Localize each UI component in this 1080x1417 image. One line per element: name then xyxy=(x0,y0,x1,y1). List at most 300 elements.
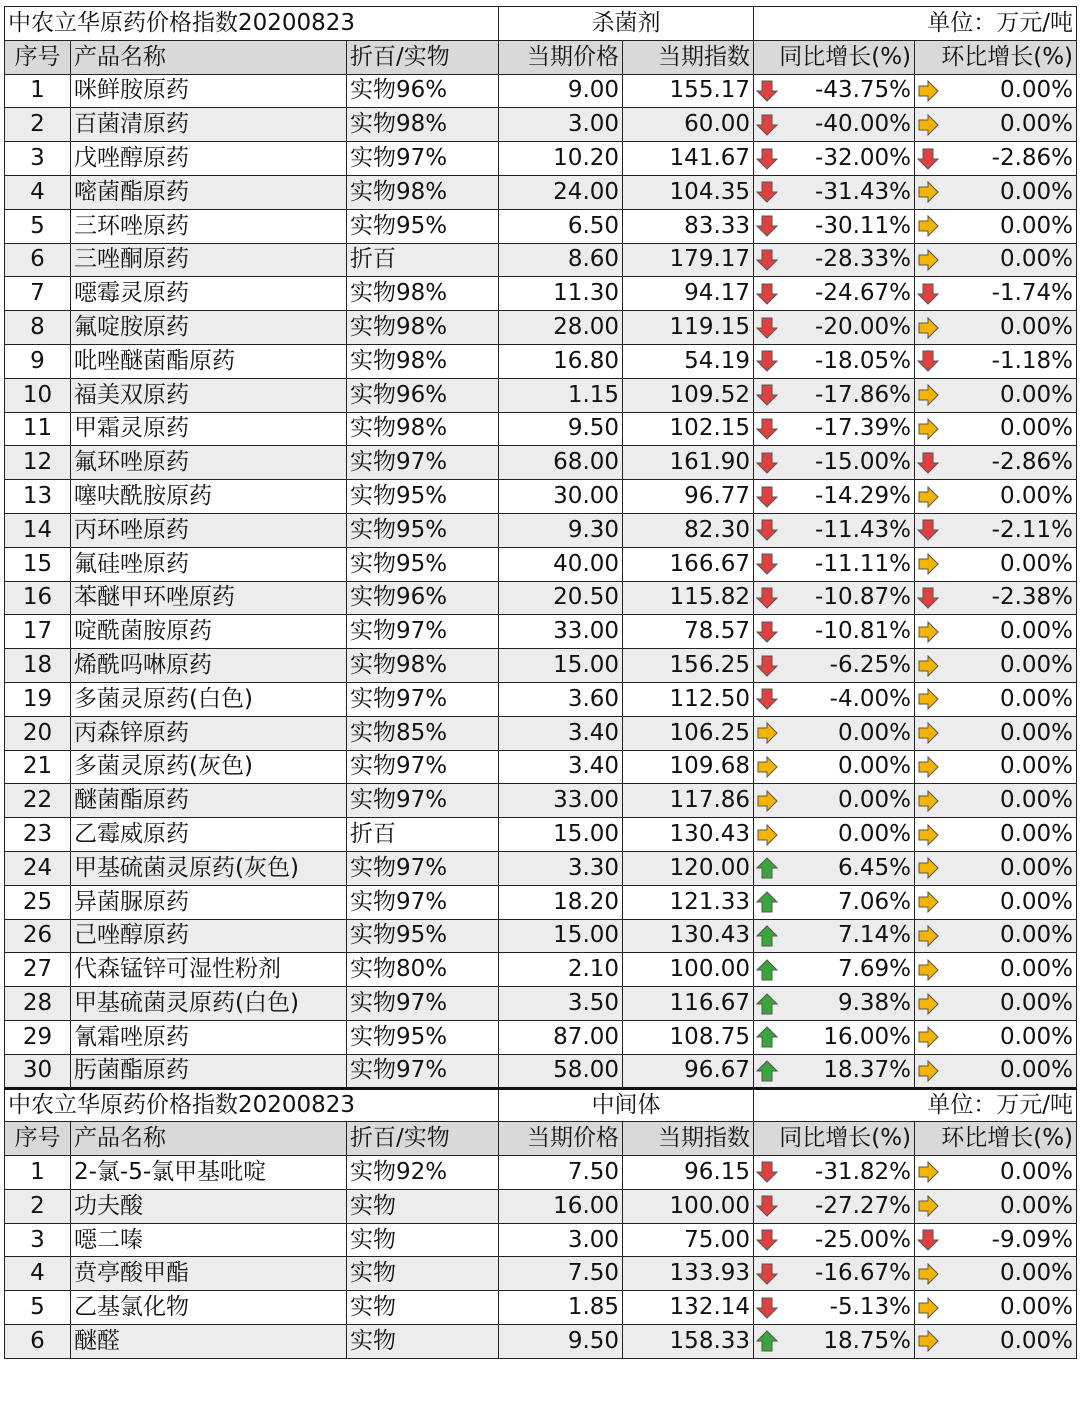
row-number: 16 xyxy=(5,581,71,615)
table-row xyxy=(5,277,1077,311)
row-number: 4 xyxy=(5,175,71,209)
row-number: 14 xyxy=(5,513,71,547)
current-price: 9.50 xyxy=(499,412,623,446)
yellow-right-arrow-icon xyxy=(917,1025,939,1049)
product-name: 多菌灵原药(灰色) xyxy=(71,750,347,784)
product-spec: 实物98% xyxy=(347,277,499,311)
current-index: 116.67 xyxy=(623,987,754,1021)
red-down-arrow-icon xyxy=(917,282,939,306)
mom-growth xyxy=(915,953,1077,987)
current-index: 121.33 xyxy=(623,885,754,919)
price-index-table xyxy=(4,6,1077,1359)
product-name: 福美双原药 xyxy=(71,378,347,412)
mom-growth xyxy=(915,1020,1077,1054)
red-down-arrow-icon xyxy=(756,214,778,238)
current-price: 24.00 xyxy=(499,175,623,209)
yellow-right-arrow-icon xyxy=(917,248,939,272)
yoy-growth-value: -14.29% xyxy=(815,483,912,510)
yoy-growth xyxy=(754,1257,915,1291)
current-price: 18.20 xyxy=(499,885,623,919)
table-row xyxy=(5,74,1077,108)
mom-growth xyxy=(915,311,1077,345)
table-unit: 单位：万元/吨 xyxy=(754,1088,1077,1122)
row-number: 21 xyxy=(5,750,71,784)
column-header: 环比增长(%) xyxy=(915,1122,1077,1156)
product-spec: 实物 xyxy=(347,1223,499,1257)
current-price: 8.60 xyxy=(499,243,623,277)
yoy-growth xyxy=(754,818,915,852)
product-spec: 实物95% xyxy=(347,919,499,953)
mom-growth-value: 0.00% xyxy=(999,821,1074,848)
current-price: 15.00 xyxy=(499,818,623,852)
row-number: 13 xyxy=(5,480,71,514)
current-index: 166.67 xyxy=(623,547,754,581)
mom-growth xyxy=(915,108,1077,142)
yoy-growth-value: -11.11% xyxy=(815,550,912,577)
product-name: 乙霉威原药 xyxy=(71,818,347,852)
yoy-growth xyxy=(754,1189,915,1223)
column-header: 序号 xyxy=(5,40,71,74)
product-spec: 实物97% xyxy=(347,851,499,885)
green-up-arrow-icon xyxy=(756,890,778,914)
yoy-growth-value: -10.81% xyxy=(815,618,912,645)
mom-growth-value: 0.00% xyxy=(999,854,1074,881)
yellow-right-arrow-icon xyxy=(917,1262,939,1286)
red-down-arrow-icon xyxy=(756,383,778,407)
row-number: 2 xyxy=(5,108,71,142)
product-spec: 实物95% xyxy=(347,209,499,243)
yoy-growth-value: -6.25% xyxy=(829,652,912,679)
yellow-right-arrow-icon xyxy=(917,721,939,745)
current-index: 54.19 xyxy=(623,344,754,378)
table-row xyxy=(5,547,1077,581)
row-number: 9 xyxy=(5,344,71,378)
mom-growth-value: 0.00% xyxy=(999,483,1074,510)
yoy-growth-value: -27.27% xyxy=(815,1192,912,1219)
mom-growth-value: 0.00% xyxy=(999,1023,1074,1050)
red-down-arrow-icon xyxy=(756,552,778,576)
mom-growth-value: 0.00% xyxy=(999,787,1074,814)
product-name: 代森锰锌可湿性粉剂 xyxy=(71,953,347,987)
red-down-arrow-icon xyxy=(756,248,778,272)
current-index: 179.17 xyxy=(623,243,754,277)
current-price: 3.50 xyxy=(499,987,623,1021)
mom-growth xyxy=(915,547,1077,581)
current-index: 100.00 xyxy=(623,1189,754,1223)
product-spec: 实物97% xyxy=(347,784,499,818)
row-number: 2 xyxy=(5,1189,71,1223)
current-index: 109.68 xyxy=(623,750,754,784)
product-spec: 实物97% xyxy=(347,446,499,480)
table-row xyxy=(5,378,1077,412)
current-index: 130.43 xyxy=(623,818,754,852)
mom-growth-value: 0.00% xyxy=(999,990,1074,1016)
mom-growth-value: 0.00% xyxy=(999,1158,1074,1185)
mom-growth-value: 0.00% xyxy=(999,652,1074,679)
table-row xyxy=(5,818,1077,852)
row-number: 1 xyxy=(5,1156,71,1190)
yoy-growth xyxy=(754,175,915,209)
mom-growth xyxy=(915,209,1077,243)
mom-growth-value: 0.00% xyxy=(999,212,1074,239)
yoy-growth xyxy=(754,311,915,345)
product-spec: 实物98% xyxy=(347,175,499,209)
current-price: 3.30 xyxy=(499,851,623,885)
green-up-arrow-icon xyxy=(756,992,778,1016)
current-price: 3.00 xyxy=(499,108,623,142)
row-number: 1 xyxy=(5,74,71,108)
red-down-arrow-icon xyxy=(917,518,939,542)
yellow-right-arrow-icon xyxy=(917,856,939,880)
yoy-growth-value: -17.86% xyxy=(815,381,912,408)
row-number: 29 xyxy=(5,1020,71,1054)
table-row xyxy=(5,885,1077,919)
yoy-growth-value: -18.05% xyxy=(815,347,912,374)
product-spec: 实物96% xyxy=(347,378,499,412)
mom-growth xyxy=(915,513,1077,547)
row-number: 15 xyxy=(5,547,71,581)
mom-growth-value: -2.11% xyxy=(991,516,1074,543)
product-name: 氰霜唑原药 xyxy=(71,1020,347,1054)
mom-growth xyxy=(915,142,1077,176)
yoy-growth xyxy=(754,243,915,277)
mom-growth xyxy=(915,851,1077,885)
mom-growth-value: 0.00% xyxy=(999,618,1074,645)
column-header: 同比增长(%) xyxy=(754,40,915,74)
mom-growth-value: -1.18% xyxy=(991,347,1074,374)
mom-growth xyxy=(915,1156,1077,1190)
yellow-right-arrow-icon xyxy=(917,992,939,1016)
mom-growth-value: 0.00% xyxy=(999,1192,1074,1219)
product-spec: 实物92% xyxy=(347,1156,499,1190)
yellow-right-arrow-icon xyxy=(917,924,939,948)
green-up-arrow-icon xyxy=(756,1329,778,1353)
current-price: 30.00 xyxy=(499,480,623,514)
yoy-growth-value: 0.00% xyxy=(837,821,912,848)
product-name: 肟菌酯原药 xyxy=(71,1054,347,1088)
yoy-growth xyxy=(754,716,915,750)
red-down-arrow-icon xyxy=(756,316,778,340)
yoy-growth xyxy=(754,851,915,885)
column-header: 折百/实物 xyxy=(347,40,499,74)
yoy-growth-value: -20.00% xyxy=(815,314,912,341)
green-up-arrow-icon xyxy=(756,1025,778,1049)
product-spec: 折百 xyxy=(347,818,499,852)
product-spec: 实物97% xyxy=(347,615,499,649)
yellow-right-arrow-icon xyxy=(917,180,939,204)
yoy-growth xyxy=(754,1020,915,1054)
yoy-growth xyxy=(754,513,915,547)
current-price: 15.00 xyxy=(499,919,623,953)
row-number: 6 xyxy=(5,243,71,277)
current-price: 2.10 xyxy=(499,953,623,987)
mom-growth xyxy=(915,682,1077,716)
current-price: 9.50 xyxy=(499,1325,623,1359)
current-price: 15.00 xyxy=(499,649,623,683)
mom-growth-value: 0.00% xyxy=(999,1327,1074,1354)
current-index: 100.00 xyxy=(623,953,754,987)
product-name: 2-氯-5-氯甲基吡啶 xyxy=(71,1156,347,1190)
red-down-arrow-icon xyxy=(756,79,778,103)
yellow-right-arrow-icon xyxy=(917,620,939,644)
product-spec: 折百 xyxy=(347,243,499,277)
row-number: 20 xyxy=(5,716,71,750)
mom-growth xyxy=(915,243,1077,277)
yoy-growth-value: -16.67% xyxy=(815,1260,912,1287)
yellow-right-arrow-icon xyxy=(917,654,939,678)
table-row xyxy=(5,581,1077,615)
yellow-right-arrow-icon xyxy=(917,823,939,847)
yellow-right-arrow-icon xyxy=(756,789,778,813)
yoy-growth xyxy=(754,682,915,716)
yoy-growth-value: 6.45% xyxy=(837,854,912,881)
yoy-growth xyxy=(754,649,915,683)
yellow-right-arrow-icon xyxy=(917,214,939,238)
red-down-arrow-icon xyxy=(756,485,778,509)
table-row xyxy=(5,682,1077,716)
table-row xyxy=(5,615,1077,649)
product-name: 嘧菌酯原药 xyxy=(71,175,347,209)
yoy-growth xyxy=(754,277,915,311)
current-index: 75.00 xyxy=(623,1223,754,1257)
table-row xyxy=(5,1054,1077,1088)
table-row xyxy=(5,446,1077,480)
yoy-growth xyxy=(754,446,915,480)
yoy-growth xyxy=(754,108,915,142)
yellow-right-arrow-icon xyxy=(756,755,778,779)
current-price: 7.50 xyxy=(499,1156,623,1190)
mom-growth-value: 0.00% xyxy=(999,1294,1074,1321)
mom-growth-value: -2.86% xyxy=(991,449,1074,476)
current-index: 60.00 xyxy=(623,108,754,142)
mom-growth-value: 0.00% xyxy=(999,888,1074,915)
yoy-growth xyxy=(754,885,915,919)
mom-growth xyxy=(915,480,1077,514)
product-name: 甲霜灵原药 xyxy=(71,412,347,446)
product-name: 丙森锌原药 xyxy=(71,716,347,750)
current-price: 1.15 xyxy=(499,378,623,412)
column-header: 折百/实物 xyxy=(347,1122,499,1156)
red-down-arrow-icon xyxy=(917,1228,939,1252)
yoy-growth-value: -5.13% xyxy=(829,1294,912,1321)
yellow-right-arrow-icon xyxy=(917,687,939,711)
mom-growth xyxy=(915,1257,1077,1291)
product-spec: 实物97% xyxy=(347,1054,499,1088)
red-down-arrow-icon xyxy=(756,180,778,204)
yoy-growth xyxy=(754,615,915,649)
yoy-growth xyxy=(754,142,915,176)
table-row xyxy=(5,175,1077,209)
table-row xyxy=(5,1020,1077,1054)
product-spec: 实物97% xyxy=(347,682,499,716)
yellow-right-arrow-icon xyxy=(917,958,939,982)
product-spec: 实物80% xyxy=(347,953,499,987)
mom-growth xyxy=(915,1054,1077,1088)
table-category: 杀菌剂 xyxy=(499,7,754,41)
mom-growth xyxy=(915,1223,1077,1257)
mom-growth xyxy=(915,615,1077,649)
product-name: 醚菌酯原药 xyxy=(71,784,347,818)
current-price: 33.00 xyxy=(499,784,623,818)
row-number: 24 xyxy=(5,851,71,885)
yellow-right-arrow-icon xyxy=(917,789,939,813)
mom-growth-value: 0.00% xyxy=(999,381,1074,408)
mom-growth-value: 0.00% xyxy=(999,685,1074,712)
yoy-growth-value: -10.87% xyxy=(815,584,912,611)
column-header: 当期指数 xyxy=(623,40,754,74)
red-down-arrow-icon xyxy=(756,654,778,678)
current-price: 28.00 xyxy=(499,311,623,345)
mom-growth xyxy=(915,581,1077,615)
row-number: 8 xyxy=(5,311,71,345)
row-number: 22 xyxy=(5,784,71,818)
yoy-growth xyxy=(754,547,915,581)
mom-growth xyxy=(915,175,1077,209)
yellow-right-arrow-icon xyxy=(917,383,939,407)
mom-growth xyxy=(915,446,1077,480)
red-down-arrow-icon xyxy=(756,620,778,644)
mom-growth xyxy=(915,1325,1077,1359)
current-price: 9.30 xyxy=(499,513,623,547)
table-row xyxy=(5,953,1077,987)
current-index: 132.14 xyxy=(623,1291,754,1325)
yoy-growth-value: 7.14% xyxy=(837,922,912,949)
product-name: 甲基硫菌灵原药(白色) xyxy=(71,987,347,1021)
red-down-arrow-icon xyxy=(756,282,778,306)
mom-growth-value: 0.00% xyxy=(999,550,1074,577)
product-name: 丙环唑原药 xyxy=(71,513,347,547)
red-down-arrow-icon xyxy=(756,113,778,137)
yoy-growth xyxy=(754,953,915,987)
yoy-growth-value: -11.43% xyxy=(815,516,912,543)
yoy-growth xyxy=(754,344,915,378)
product-name: 噁霉灵原药 xyxy=(71,277,347,311)
product-spec: 实物97% xyxy=(347,987,499,1021)
product-name: 戊唑醇原药 xyxy=(71,142,347,176)
product-spec: 实物98% xyxy=(347,108,499,142)
current-index: 96.15 xyxy=(623,1156,754,1190)
red-down-arrow-icon xyxy=(756,451,778,475)
yoy-growth xyxy=(754,209,915,243)
red-down-arrow-icon xyxy=(756,147,778,171)
row-number: 26 xyxy=(5,919,71,953)
current-index: 102.15 xyxy=(623,412,754,446)
mom-growth-value: 0.00% xyxy=(999,415,1074,442)
product-name: 异菌脲原药 xyxy=(71,885,347,919)
yoy-growth-value: -28.33% xyxy=(815,246,912,273)
current-price: 9.00 xyxy=(499,74,623,108)
table-row xyxy=(5,1325,1077,1359)
row-number: 28 xyxy=(5,987,71,1021)
current-index: 141.67 xyxy=(623,142,754,176)
current-price: 3.60 xyxy=(499,682,623,716)
yellow-right-arrow-icon xyxy=(756,721,778,745)
table-row xyxy=(5,480,1077,514)
green-up-arrow-icon xyxy=(756,958,778,982)
row-number: 18 xyxy=(5,649,71,683)
column-header: 当期价格 xyxy=(499,40,623,74)
table-row xyxy=(5,919,1077,953)
yoy-growth-value: -40.00% xyxy=(815,111,912,138)
row-number: 19 xyxy=(5,682,71,716)
product-name: 噻呋酰胺原药 xyxy=(71,480,347,514)
yoy-growth-value: -17.39% xyxy=(815,415,912,442)
current-price: 11.30 xyxy=(499,277,623,311)
mom-growth-value: 0.00% xyxy=(999,246,1074,273)
table-title-row xyxy=(5,7,1077,41)
mom-growth xyxy=(915,885,1077,919)
table-row xyxy=(5,784,1077,818)
yoy-growth xyxy=(754,1156,915,1190)
yoy-growth xyxy=(754,480,915,514)
current-price: 33.00 xyxy=(499,615,623,649)
product-spec: 实物 xyxy=(347,1257,499,1291)
product-name: 己唑醇原药 xyxy=(71,919,347,953)
current-index: 108.75 xyxy=(623,1020,754,1054)
yellow-right-arrow-icon xyxy=(917,417,939,441)
row-number: 30 xyxy=(5,1054,71,1088)
green-up-arrow-icon xyxy=(756,856,778,880)
current-price: 20.50 xyxy=(499,581,623,615)
red-down-arrow-icon xyxy=(756,349,778,373)
product-name: 氟啶胺原药 xyxy=(71,311,347,345)
current-index: 82.30 xyxy=(623,513,754,547)
current-index: 94.17 xyxy=(623,277,754,311)
column-header: 同比增长(%) xyxy=(754,1122,915,1156)
row-number: 27 xyxy=(5,953,71,987)
product-spec: 实物95% xyxy=(347,513,499,547)
product-spec: 实物97% xyxy=(347,142,499,176)
product-spec: 实物 xyxy=(347,1291,499,1325)
mom-growth xyxy=(915,716,1077,750)
mom-growth-value: 0.00% xyxy=(999,178,1074,205)
yoy-growth-value: -15.00% xyxy=(815,449,912,476)
mom-growth-value: 0.00% xyxy=(999,314,1074,341)
current-index: 112.50 xyxy=(623,682,754,716)
product-name: 三环唑原药 xyxy=(71,209,347,243)
mom-growth-value: 0.00% xyxy=(999,1057,1074,1084)
mom-growth xyxy=(915,818,1077,852)
column-header: 产品名称 xyxy=(71,40,347,74)
product-name: 多菌灵原药(白色) xyxy=(71,682,347,716)
row-number: 25 xyxy=(5,885,71,919)
product-spec: 实物98% xyxy=(347,344,499,378)
yoy-growth xyxy=(754,1223,915,1257)
current-index: 96.67 xyxy=(623,1054,754,1088)
yoy-growth xyxy=(754,987,915,1021)
yellow-right-arrow-icon xyxy=(917,755,939,779)
current-price: 40.00 xyxy=(499,547,623,581)
mom-growth xyxy=(915,649,1077,683)
red-down-arrow-icon xyxy=(756,417,778,441)
table-row xyxy=(5,1257,1077,1291)
yoy-growth-value: 7.06% xyxy=(837,888,912,915)
table-row xyxy=(5,412,1077,446)
current-index: 83.33 xyxy=(623,209,754,243)
table-row xyxy=(5,987,1077,1021)
column-header: 环比增长(%) xyxy=(915,40,1077,74)
yoy-growth xyxy=(754,919,915,953)
yoy-growth-value: -31.82% xyxy=(815,1158,912,1185)
product-spec: 实物98% xyxy=(347,311,499,345)
row-number: 10 xyxy=(5,378,71,412)
product-spec: 实物95% xyxy=(347,480,499,514)
current-index: 120.00 xyxy=(623,851,754,885)
table-title: 中农立华原药价格指数20200823 xyxy=(5,1088,499,1122)
row-number: 7 xyxy=(5,277,71,311)
yellow-right-arrow-icon xyxy=(917,113,939,137)
row-number: 5 xyxy=(5,209,71,243)
